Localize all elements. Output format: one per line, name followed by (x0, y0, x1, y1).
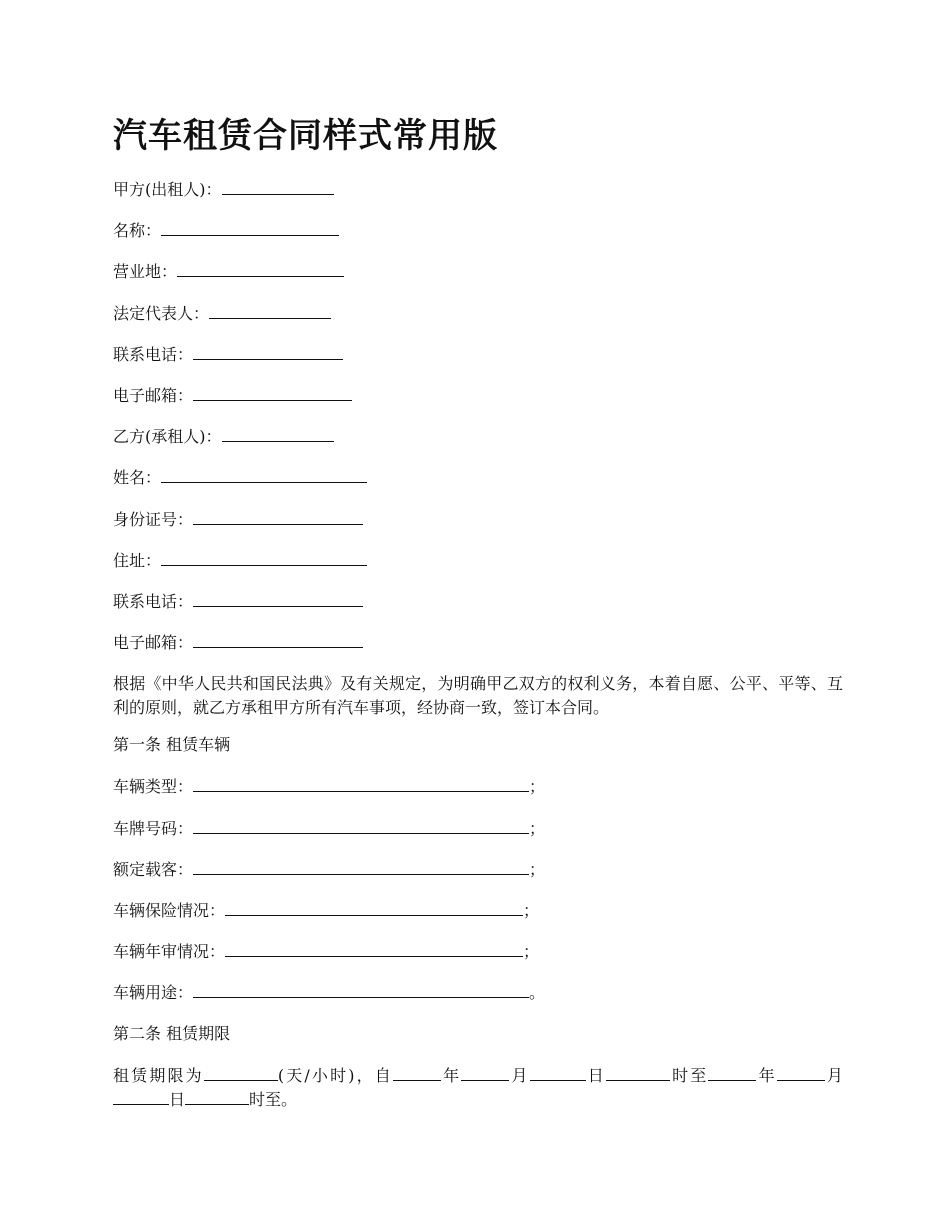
lease-period-prefix: 租赁期限为 (113, 1065, 204, 1085)
start-day-blank[interactable] (530, 1064, 586, 1081)
party-a-phone-blank[interactable] (193, 343, 343, 360)
party-a-phone-line (113, 343, 843, 365)
insurance-label: 车辆保险情况： (113, 901, 226, 920)
party-b-phone-blank[interactable] (193, 590, 363, 607)
insurance-line (113, 899, 843, 921)
contract-page (113, 112, 843, 1126)
party-a-blank[interactable] (222, 178, 334, 195)
start-day-text: 日 (585, 1065, 606, 1085)
party-b-phone-line (113, 590, 843, 612)
party-b-heading: 乙方(承租人)： (113, 427, 222, 447)
end-day-blank[interactable] (113, 1088, 169, 1105)
party-b-address-line (113, 549, 843, 571)
plate-label: 车牌号码： (113, 818, 194, 838)
party-b-heading-line (113, 425, 843, 447)
lease-unit-text: (天/小时)，自 (277, 1065, 393, 1085)
party-a-email-blank[interactable] (193, 384, 352, 401)
party-a-business-address-label: 营业地： (113, 262, 178, 282)
inspection-label: 车辆年审情况： (113, 942, 226, 962)
end-month-text: 月 (824, 1065, 843, 1085)
insurance-end: ； (523, 901, 540, 920)
party-a-email-label: 电子邮箱： (113, 385, 194, 405)
vehicle-type-line (113, 775, 843, 797)
party-a-phone-label: 联系电话： (113, 344, 194, 364)
vehicle-type-end: ； (529, 777, 546, 797)
party-a-name-line (113, 219, 843, 241)
hour-to-text: 时至 (669, 1065, 709, 1085)
party-b-name-label: 姓名： (113, 468, 162, 488)
end-hour-blank[interactable] (185, 1088, 249, 1105)
start-hour-blank[interactable] (606, 1064, 670, 1081)
vehicle-type-label: 车辆类型： (113, 777, 194, 797)
party-b-blank[interactable] (222, 425, 334, 442)
party-b-id-line (113, 508, 843, 530)
lease-duration-blank[interactable] (204, 1064, 278, 1081)
plate-end: ； (529, 818, 546, 838)
party-a-name-label: 名称： (113, 221, 162, 241)
party-b-email-blank[interactable] (193, 631, 363, 648)
vehicle-type-blank[interactable] (193, 775, 529, 792)
article-2-heading: 第二条 租赁期限 (113, 1023, 231, 1043)
inspection-end: ； (523, 942, 540, 962)
plate-line (113, 817, 843, 839)
usage-label: 车辆用途： (113, 983, 194, 1003)
party-a-business-address-blank[interactable] (177, 260, 344, 277)
party-a-legal-rep-blank[interactable] (209, 302, 331, 319)
party-b-phone-label: 联系电话： (113, 591, 194, 611)
start-year-text: 年 (440, 1065, 462, 1085)
start-month-blank[interactable] (461, 1064, 509, 1081)
capacity-end: ； (529, 859, 546, 879)
document-title: 汽车租赁合同样式常用版 (113, 116, 498, 156)
inspection-blank[interactable] (225, 940, 523, 957)
usage-blank[interactable] (193, 981, 529, 998)
party-b-email-line (113, 631, 843, 653)
party-a-legal-rep-line (113, 302, 843, 324)
party-a-business-address-line (113, 260, 843, 282)
party-b-id-blank[interactable] (193, 508, 363, 525)
party-a-heading: 甲方(出租人)： (113, 180, 222, 199)
intro-paragraph: 根据《中华人民共和国民法典》及有关规定，为明确甲乙双方的权利义务，本着自愿、公平、平等、互利的原则，就乙方承租甲方所有汽车事项，经协商一致，签订本合同。 (113, 674, 843, 718)
insurance-blank[interactable] (225, 899, 523, 916)
plate-blank[interactable] (193, 817, 529, 834)
party-a-email-line (113, 384, 843, 406)
party-a-heading-line (113, 178, 843, 200)
start-year-blank[interactable] (393, 1064, 441, 1081)
party-b-id-label: 身份证号： (113, 509, 194, 529)
end-day-text: 日 (169, 1089, 186, 1109)
article-1-heading: 第一条 租赁车辆 (113, 735, 231, 755)
party-a-name-blank[interactable] (161, 219, 339, 236)
party-b-address-label: 住址： (113, 550, 162, 570)
usage-line (113, 981, 843, 1003)
party-b-email-label: 电子邮箱： (113, 633, 194, 653)
end-year-blank[interactable] (708, 1064, 756, 1081)
capacity-blank[interactable] (193, 858, 529, 875)
capacity-label: 额定载客： (113, 859, 194, 879)
lease-period-paragraph (113, 1064, 843, 1112)
party-a-legal-rep-label: 法定代表人： (113, 303, 210, 323)
end-year-text: 年 (756, 1065, 777, 1085)
party-b-address-blank[interactable] (161, 549, 367, 566)
usage-end: 。 (529, 983, 546, 1003)
capacity-line (113, 858, 843, 880)
end-month-blank[interactable] (777, 1064, 825, 1081)
inspection-line (113, 940, 843, 962)
party-b-name-line (113, 466, 843, 488)
party-b-name-blank[interactable] (161, 466, 367, 483)
start-month-text: 月 (509, 1065, 530, 1085)
hour-end-text: 时至。 (249, 1089, 298, 1109)
